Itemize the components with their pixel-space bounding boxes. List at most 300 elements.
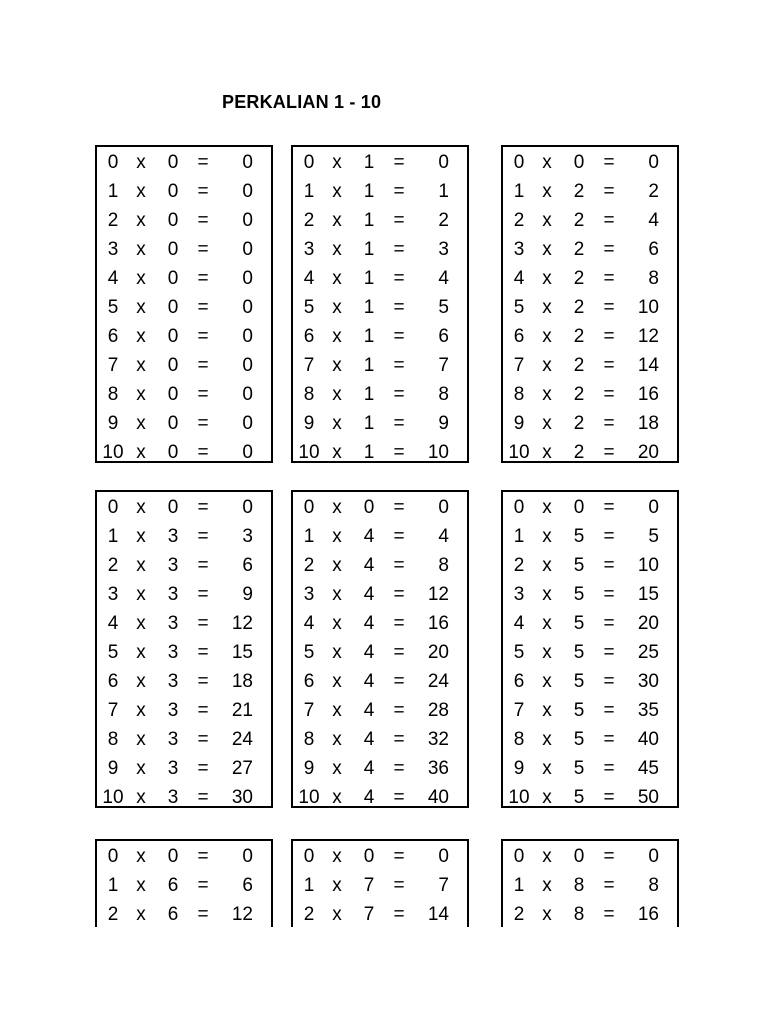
equals-sign: = <box>393 413 405 434</box>
equals-sign: = <box>393 442 405 463</box>
times-sign: x <box>542 671 552 692</box>
product: 40 <box>427 787 449 808</box>
times-sign: x <box>136 181 146 202</box>
multiplicand: 0 <box>303 152 315 173</box>
product: 12 <box>637 326 659 347</box>
product: 14 <box>427 904 449 925</box>
multiplicand: 2 <box>303 555 315 576</box>
product: 32 <box>427 729 449 750</box>
table-row <box>503 609 677 638</box>
multiplicand: 3 <box>303 239 315 260</box>
times-sign: x <box>542 758 552 779</box>
equals-sign: = <box>197 384 209 405</box>
multiplier: 1 <box>363 442 375 463</box>
table-row <box>503 322 677 351</box>
times-sign: x <box>332 239 342 260</box>
multiplier: 4 <box>363 729 375 750</box>
multiplicand: 0 <box>513 846 525 867</box>
multiplier: 0 <box>167 239 179 260</box>
table-row <box>293 409 467 438</box>
multiplicand: 0 <box>107 152 119 173</box>
table-row <box>503 235 677 264</box>
equals-sign: = <box>197 181 209 202</box>
multiplicand: 2 <box>107 210 119 231</box>
equals-sign: = <box>393 526 405 547</box>
multiplier: 4 <box>363 758 375 779</box>
times-sign: x <box>332 613 342 634</box>
times-sign: x <box>332 413 342 434</box>
product: 10 <box>637 555 659 576</box>
times-sign: x <box>332 442 342 463</box>
table-row <box>503 206 677 235</box>
table-row <box>97 551 271 580</box>
product: 0 <box>242 355 253 376</box>
multiplicand: 6 <box>107 326 119 347</box>
product: 0 <box>242 210 253 231</box>
table-row <box>293 322 467 351</box>
product: 0 <box>438 846 449 867</box>
equals-sign: = <box>393 846 405 867</box>
table-row <box>97 900 271 927</box>
multiplicand: 1 <box>303 181 315 202</box>
multiplication-table-8 <box>291 839 469 927</box>
times-sign: x <box>136 268 146 289</box>
equals-sign: = <box>393 613 405 634</box>
multiplicand: 9 <box>107 758 119 779</box>
multiplicand: 9 <box>513 413 525 434</box>
multiplicand: 2 <box>513 904 525 925</box>
product: 7 <box>438 355 449 376</box>
equals-sign: = <box>603 787 615 808</box>
equals-sign: = <box>603 729 615 750</box>
equals-sign: = <box>603 758 615 779</box>
multiplicand: 10 <box>298 442 320 463</box>
multiplicand: 2 <box>107 555 119 576</box>
multiplicand: 1 <box>513 181 525 202</box>
times-sign: x <box>332 526 342 547</box>
table-row <box>97 493 271 522</box>
times-sign: x <box>136 326 146 347</box>
times-sign: x <box>136 642 146 663</box>
multiplicand: 9 <box>303 758 315 779</box>
times-sign: x <box>136 904 146 925</box>
equals-sign: = <box>603 152 615 173</box>
multiplicand: 7 <box>513 355 525 376</box>
table-row <box>97 438 271 467</box>
times-sign: x <box>136 555 146 576</box>
multiplicand: 9 <box>513 758 525 779</box>
equals-sign: = <box>197 268 209 289</box>
equals-sign: = <box>393 584 405 605</box>
equals-sign: = <box>197 904 209 925</box>
product: 10 <box>427 442 449 463</box>
equals-sign: = <box>197 642 209 663</box>
multiplier: 3 <box>167 787 179 808</box>
multiplicand: 8 <box>303 729 315 750</box>
times-sign: x <box>332 846 342 867</box>
table-row <box>97 842 271 871</box>
multiplier: 0 <box>167 413 179 434</box>
times-sign: x <box>542 413 552 434</box>
product: 5 <box>648 526 659 547</box>
multiplier: 0 <box>167 297 179 318</box>
equals-sign: = <box>603 413 615 434</box>
times-sign: x <box>332 875 342 896</box>
multiplier: 8 <box>573 875 585 896</box>
table-row <box>503 725 677 754</box>
product: 8 <box>648 875 659 896</box>
times-sign: x <box>332 297 342 318</box>
multiplier: 3 <box>167 758 179 779</box>
table-row <box>293 783 467 812</box>
multiplier: 4 <box>363 700 375 721</box>
product: 10 <box>637 297 659 318</box>
multiplicand: 10 <box>508 442 530 463</box>
times-sign: x <box>136 758 146 779</box>
multiplicand: 6 <box>303 326 315 347</box>
equals-sign: = <box>197 729 209 750</box>
equals-sign: = <box>197 671 209 692</box>
multiplier: 3 <box>167 613 179 634</box>
multiplier: 5 <box>573 613 585 634</box>
multiplier: 3 <box>167 700 179 721</box>
equals-sign: = <box>393 700 405 721</box>
table-row <box>293 293 467 322</box>
multiplier: 1 <box>363 355 375 376</box>
multiplier: 0 <box>167 355 179 376</box>
times-sign: x <box>332 497 342 518</box>
product: 16 <box>637 904 659 925</box>
equals-sign: = <box>197 210 209 231</box>
table-row <box>503 438 677 467</box>
product: 3 <box>242 526 253 547</box>
multiplicand: 7 <box>107 355 119 376</box>
product: 0 <box>242 326 253 347</box>
equals-sign: = <box>393 210 405 231</box>
times-sign: x <box>542 526 552 547</box>
multiplicand: 0 <box>303 846 315 867</box>
equals-sign: = <box>197 326 209 347</box>
page-title: PERKALIAN 1 - 10 <box>222 92 382 112</box>
table-row <box>293 235 467 264</box>
table-row <box>503 493 677 522</box>
multiplicand: 6 <box>513 671 525 692</box>
times-sign: x <box>136 442 146 463</box>
product: 6 <box>242 875 253 896</box>
multiplication-table-5 <box>291 490 469 808</box>
times-sign: x <box>332 181 342 202</box>
multiplier: 1 <box>363 181 375 202</box>
table-row <box>97 380 271 409</box>
times-sign: x <box>332 268 342 289</box>
multiplier: 2 <box>573 239 585 260</box>
multiplier: 0 <box>167 181 179 202</box>
product: 0 <box>438 497 449 518</box>
times-sign: x <box>542 875 552 896</box>
equals-sign: = <box>603 326 615 347</box>
table-row <box>97 322 271 351</box>
table-row <box>503 293 677 322</box>
product: 5 <box>438 297 449 318</box>
times-sign: x <box>542 384 552 405</box>
table-row <box>503 900 677 927</box>
equals-sign: = <box>197 526 209 547</box>
times-sign: x <box>542 210 552 231</box>
product: 4 <box>648 210 659 231</box>
product: 50 <box>637 787 659 808</box>
multiplier: 5 <box>573 729 585 750</box>
table-row <box>503 580 677 609</box>
multiplicand: 0 <box>513 497 525 518</box>
multiplier: 2 <box>573 355 585 376</box>
multiplier: 3 <box>167 526 179 547</box>
table-row <box>293 667 467 696</box>
table-row <box>97 206 271 235</box>
multiplier: 2 <box>573 297 585 318</box>
table-row <box>503 871 677 900</box>
multiplicand: 1 <box>513 526 525 547</box>
table-row <box>293 900 467 927</box>
table-row <box>97 667 271 696</box>
multiplication-table-7 <box>95 839 273 927</box>
multiplicand: 9 <box>303 413 315 434</box>
times-sign: x <box>136 584 146 605</box>
multiplicand: 10 <box>508 787 530 808</box>
times-sign: x <box>332 326 342 347</box>
multiplicand: 4 <box>513 613 525 634</box>
multiplicand: 2 <box>303 904 315 925</box>
equals-sign: = <box>197 413 209 434</box>
times-sign: x <box>542 613 552 634</box>
multiplicand: 3 <box>107 239 119 260</box>
multiplicand: 4 <box>303 613 315 634</box>
table-row <box>293 871 467 900</box>
times-sign: x <box>542 904 552 925</box>
multiplier: 2 <box>573 442 585 463</box>
times-sign: x <box>542 181 552 202</box>
multiplier: 1 <box>363 413 375 434</box>
product: 40 <box>637 729 659 750</box>
product: 16 <box>427 613 449 634</box>
equals-sign: = <box>393 384 405 405</box>
multiplicand: 1 <box>303 526 315 547</box>
equals-sign: = <box>197 613 209 634</box>
multiplicand: 9 <box>107 413 119 434</box>
product: 15 <box>637 584 659 605</box>
multiplier: 2 <box>573 384 585 405</box>
product: 1 <box>438 181 449 202</box>
multiplier: 1 <box>363 384 375 405</box>
multiplier: 0 <box>363 497 375 518</box>
times-sign: x <box>332 758 342 779</box>
times-sign: x <box>136 875 146 896</box>
equals-sign: = <box>197 355 209 376</box>
table-row <box>293 754 467 783</box>
multiplier: 0 <box>573 846 585 867</box>
table-row <box>503 667 677 696</box>
equals-sign: = <box>603 210 615 231</box>
equals-sign: = <box>197 555 209 576</box>
equals-sign: = <box>393 758 405 779</box>
equals-sign: = <box>393 152 405 173</box>
multiplicand: 8 <box>303 384 315 405</box>
multiplication-table-3 <box>501 145 679 463</box>
times-sign: x <box>542 584 552 605</box>
product: 18 <box>231 671 253 692</box>
multiplier: 2 <box>573 413 585 434</box>
product: 8 <box>648 268 659 289</box>
multiplier: 5 <box>573 555 585 576</box>
equals-sign: = <box>393 904 405 925</box>
multiplier: 4 <box>363 613 375 634</box>
equals-sign: = <box>603 642 615 663</box>
multiplicand: 8 <box>107 729 119 750</box>
multiplicand: 2 <box>107 904 119 925</box>
multiplicand: 10 <box>298 787 320 808</box>
product: 0 <box>242 413 253 434</box>
multiplicand: 7 <box>303 355 315 376</box>
times-sign: x <box>136 384 146 405</box>
multiplicand: 1 <box>107 526 119 547</box>
multiplier: 0 <box>167 442 179 463</box>
table-row <box>97 696 271 725</box>
multiplicand: 3 <box>513 239 525 260</box>
multiplicand: 4 <box>303 268 315 289</box>
times-sign: x <box>136 413 146 434</box>
times-sign: x <box>332 210 342 231</box>
times-sign: x <box>136 729 146 750</box>
table-row <box>97 638 271 667</box>
product: 0 <box>648 846 659 867</box>
table-row <box>503 177 677 206</box>
multiplier: 3 <box>167 729 179 750</box>
table-row <box>503 754 677 783</box>
equals-sign: = <box>603 497 615 518</box>
multiplicand: 0 <box>107 846 119 867</box>
table-row <box>503 522 677 551</box>
product: 0 <box>242 181 253 202</box>
multiplicand: 2 <box>513 210 525 231</box>
multiplicand: 5 <box>107 297 119 318</box>
equals-sign: = <box>603 671 615 692</box>
times-sign: x <box>542 152 552 173</box>
multiplier: 5 <box>573 700 585 721</box>
times-sign: x <box>332 152 342 173</box>
product: 15 <box>231 642 253 663</box>
equals-sign: = <box>603 268 615 289</box>
table-row <box>293 493 467 522</box>
multiplier: 1 <box>363 152 375 173</box>
equals-sign: = <box>603 384 615 405</box>
table-row <box>97 293 271 322</box>
multiplicand: 5 <box>303 297 315 318</box>
table-row <box>503 148 677 177</box>
product: 4 <box>438 526 449 547</box>
table-row <box>97 580 271 609</box>
table-row <box>293 696 467 725</box>
product: 6 <box>438 326 449 347</box>
multiplicand: 5 <box>513 297 525 318</box>
equals-sign: = <box>197 846 209 867</box>
multiplication-table-2 <box>291 145 469 463</box>
times-sign: x <box>542 268 552 289</box>
table-row <box>293 148 467 177</box>
equals-sign: = <box>197 584 209 605</box>
equals-sign: = <box>197 239 209 260</box>
multiplier: 0 <box>573 497 585 518</box>
equals-sign: = <box>603 904 615 925</box>
equals-sign: = <box>197 700 209 721</box>
equals-sign: = <box>603 875 615 896</box>
table-row <box>293 638 467 667</box>
multiplicand: 4 <box>107 268 119 289</box>
product: 12 <box>231 904 253 925</box>
product: 0 <box>242 152 253 173</box>
table-row <box>97 754 271 783</box>
multiplicand: 0 <box>513 152 525 173</box>
equals-sign: = <box>393 181 405 202</box>
equals-sign: = <box>603 846 615 867</box>
multiplier: 2 <box>573 181 585 202</box>
times-sign: x <box>136 526 146 547</box>
product: 2 <box>438 210 449 231</box>
multiplicand: 2 <box>303 210 315 231</box>
times-sign: x <box>136 846 146 867</box>
multiplier: 4 <box>363 642 375 663</box>
multiplier: 1 <box>363 210 375 231</box>
product: 20 <box>637 613 659 634</box>
multiplication-table-4 <box>95 490 273 808</box>
times-sign: x <box>136 497 146 518</box>
times-sign: x <box>542 297 552 318</box>
equals-sign: = <box>393 729 405 750</box>
product: 25 <box>637 642 659 663</box>
multiplicand: 3 <box>107 584 119 605</box>
product: 0 <box>242 239 253 260</box>
product: 45 <box>637 758 659 779</box>
multiplicand: 6 <box>107 671 119 692</box>
product: 7 <box>438 875 449 896</box>
table-row <box>97 609 271 638</box>
multiplicand: 7 <box>107 700 119 721</box>
table-row <box>503 551 677 580</box>
times-sign: x <box>136 787 146 808</box>
multiplicand: 3 <box>513 584 525 605</box>
times-sign: x <box>542 442 552 463</box>
product: 0 <box>242 846 253 867</box>
equals-sign: = <box>393 497 405 518</box>
equals-sign: = <box>603 613 615 634</box>
table-row <box>503 783 677 812</box>
equals-sign: = <box>197 152 209 173</box>
multiplier: 5 <box>573 671 585 692</box>
product: 14 <box>637 355 659 376</box>
equals-sign: = <box>603 239 615 260</box>
equals-sign: = <box>197 758 209 779</box>
table-row <box>293 725 467 754</box>
multiplier: 5 <box>573 642 585 663</box>
equals-sign: = <box>603 442 615 463</box>
table-row <box>97 148 271 177</box>
product: 24 <box>427 671 449 692</box>
times-sign: x <box>332 671 342 692</box>
multiplier: 0 <box>167 384 179 405</box>
multiplicand: 0 <box>107 497 119 518</box>
times-sign: x <box>542 846 552 867</box>
multiplicand: 10 <box>102 442 124 463</box>
table-row <box>503 842 677 871</box>
times-sign: x <box>136 152 146 173</box>
